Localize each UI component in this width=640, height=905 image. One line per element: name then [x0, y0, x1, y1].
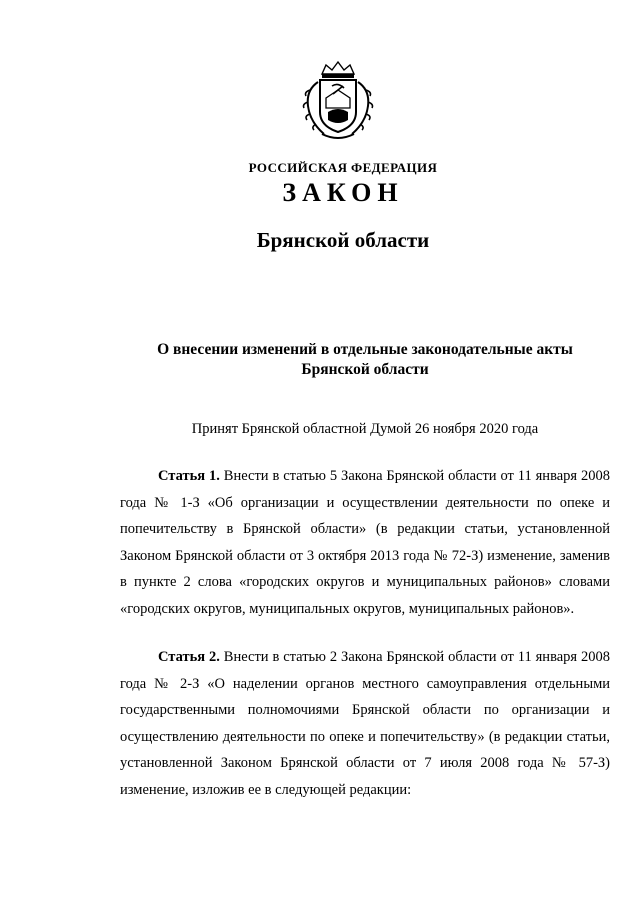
article-2-text: Внести в статью 2 Закона Брянской области от 11 января 2008 года № 2-З «О наделении органов местного самоуправления отдельными государственными полномочиями Брянской области по организации и осуществлению деятельности по опеке и попечительству» (в редакции статьи, установленной Законом Брянской области от 7 июля 2008 года № 57-З) изменение, изложив ее в следующей редакции:: [120, 649, 610, 798]
adoption-note: Принят Брянской областной Думой 26 ноября 2020 года: [191, 421, 539, 437]
article-1: [120, 463, 610, 622]
article-2: [120, 644, 610, 803]
law-title-line-1: О внесении изменений в отдельные законодательные акты: [157, 341, 573, 358]
emblem-graphic: [300, 60, 376, 144]
region-name: Брянской области: [256, 228, 430, 252]
article-1-text: Внести в статью 5 Закона Брянской области от 11 января 2008 года № 1-З «Об организации и осуществлении деятельности по опеке и попечительству в Брянской области» (в редакции статьи, установленной Законом Брянской области от 3 октября 2013 года № 72-З) изменение, заменив в пункте 2 слова «городских округов и муниципальных районов» словами «городских округов, муниципальных округов, муниципальных районов».: [120, 468, 610, 617]
coat-of-arms-icon: [300, 60, 376, 144]
article-1-heading: Статья 1.: [158, 468, 220, 484]
article-2-heading: Статья 2.: [158, 649, 220, 665]
document-type: ЗАКОН: [282, 178, 404, 207]
law-title-line-2: Брянской области: [301, 361, 429, 378]
country-name: РОССИЙСКАЯ ФЕДЕРАЦИЯ: [248, 160, 438, 175]
law-title: [120, 340, 610, 380]
